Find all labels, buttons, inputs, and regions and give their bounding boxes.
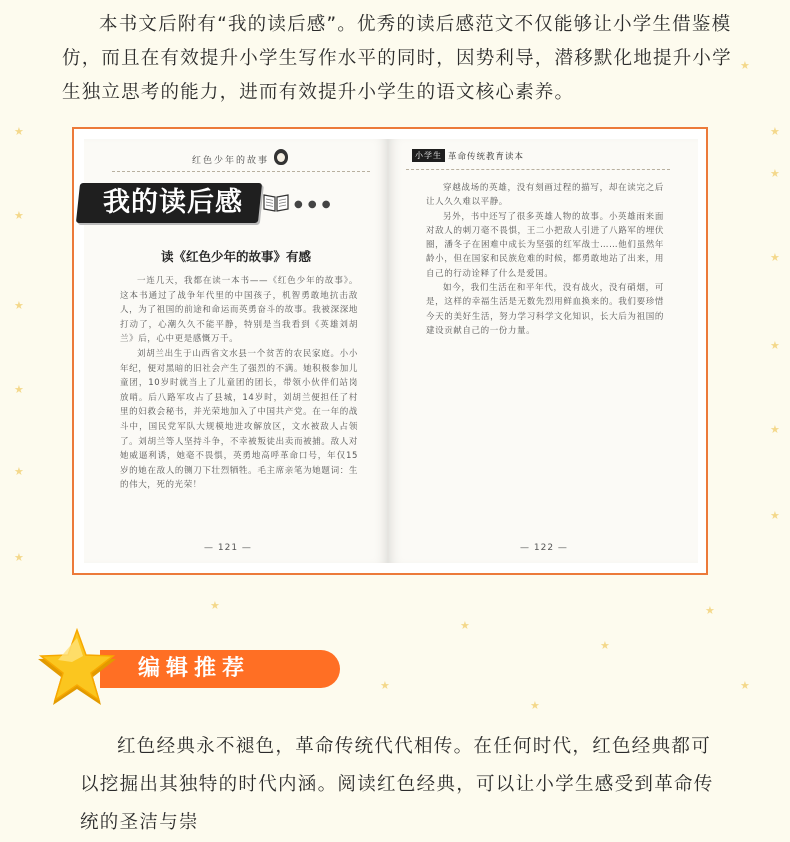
running-head-right <box>412 149 524 162</box>
essay-body-continued <box>426 181 664 338</box>
background-star: ★ <box>14 551 24 564</box>
essay-paragraph: 刘胡兰出生于山西省文水县一个贫苦的农民家庭。小小年纪，便对黑暗的旧社会产生了强烈的不满。她积极参加儿童团，10岁时就当上了儿童团的团长，带领小伙伴们站岗放哨。后八路军攻占了县城，14岁时，刘胡兰便担任了村里的妇救会秘书，并光荣地加入了中国共产党。在一年的战斗中，国民党军队大规模地进攻解放区，文水被敌人占领了。刘胡兰等人坚持斗争，不幸被叛徒出卖而被捕。敌人对她威逼利诱，她毫不畏惧，英勇地高呼革命口号，年仅15岁的她在敌人的铡刀下壮烈牺牲。毛主席亲笔为她题词：生的伟大，死的光荣！ <box>120 348 358 491</box>
background-star: ★ <box>14 465 24 478</box>
background-star: ★ <box>770 339 780 352</box>
background-star: ★ <box>770 251 780 264</box>
background-star: ★ <box>14 125 24 138</box>
recommend-paragraph: 红色经典永不褪色，革命传统代代相传。在任何时代，红色经典都可以挖掘出其独特的时代内涵。阅读红色经典，可以让小学生感受到革命传统的圣洁与崇 <box>80 736 714 833</box>
essay-paragraph: 一连几天，我都在读一本书——《红色少年的故事》。这本书通过了战争年代里的中国孩子，机智勇敢地抗击敌人，为了祖国的前途和命运而英勇奋斗的故事。我被深深地打动了，心潮久久不能平静，特别是当我看到《英雄刘胡兰》后，心中更是感慨万千。 <box>120 276 358 345</box>
background-star: ★ <box>14 383 24 396</box>
background-star: ★ <box>14 209 24 222</box>
background-star: ★ <box>705 604 715 617</box>
background-star: ★ <box>770 167 780 180</box>
running-head-left: 红色少年的故事 <box>192 156 270 166</box>
background-star: ★ <box>380 679 390 692</box>
book-spread <box>84 139 696 563</box>
background-star: ★ <box>210 599 220 612</box>
background-star: ★ <box>14 299 24 312</box>
essay-body <box>120 274 358 493</box>
background-star: ★ <box>770 423 780 436</box>
intro-text <box>62 8 732 110</box>
background-star: ★ <box>600 639 610 652</box>
title-dots: ● ● ● <box>294 199 332 210</box>
background-star: ★ <box>740 59 750 72</box>
section-title: 我的读后感 <box>103 187 243 218</box>
star-icon <box>34 628 120 708</box>
running-head-text: 革命传统教育读本 <box>448 151 525 162</box>
book-page-right <box>388 139 698 563</box>
background-star: ★ <box>530 699 540 712</box>
divider <box>112 171 370 172</box>
essay-paragraph: 穿越战场的英雄，没有刻画过程的描写，却在读完之后让人久久难以平静。 <box>426 183 664 208</box>
essay-paragraph: 另外，书中还写了很多英雄人物的故事。小英雄雨来面对敌人的刺刀毫不畏惧，王二小把敌人引进了八路军的埋伏圈，潘冬子在困难中成长为坚强的红军战士……他们虽然年龄小，但在国家和民族危难的时候，都勇敢地站了出来，用自己的行动诠释了什么是爱国。 <box>426 211 664 279</box>
background-star: ★ <box>770 125 780 138</box>
book-spread-image <box>72 127 708 575</box>
intro-paragraph: 本书文后附有“我的读后感”。优秀的读后感范文不仅能够让小学生借鉴模仿，而且在有效提升小学生写作水平的同时，因势利导，潜移默化地提升小学生独立思考的能力，进而有效提升小学生的语文核心素养。 <box>62 14 732 103</box>
recommend-text <box>80 728 730 842</box>
essay-title: 读《红色少年的故事》有感 <box>160 249 311 264</box>
background-star: ★ <box>740 679 750 692</box>
author-portrait-icon <box>274 149 288 165</box>
page-number-left: — 121 — <box>204 543 252 553</box>
section-heading: 编辑推荐 <box>138 656 251 681</box>
open-book-icon <box>262 191 290 213</box>
page-number-right: — 122 — <box>520 543 568 553</box>
background-star: ★ <box>460 619 470 632</box>
divider <box>406 169 670 170</box>
book-page-left <box>84 139 389 563</box>
running-head-badge: 小学生 <box>412 149 445 162</box>
background-star: ★ <box>770 509 780 522</box>
essay-paragraph: 如今，我们生活在和平年代，没有战火，没有硝烟，可是，这样的幸福生活是无数先烈用鲜血换来的。我们要珍惜今天的美好生活，努力学习科学文化知识，长大后为祖国的建设贡献自己的一份力量。 <box>426 283 664 336</box>
